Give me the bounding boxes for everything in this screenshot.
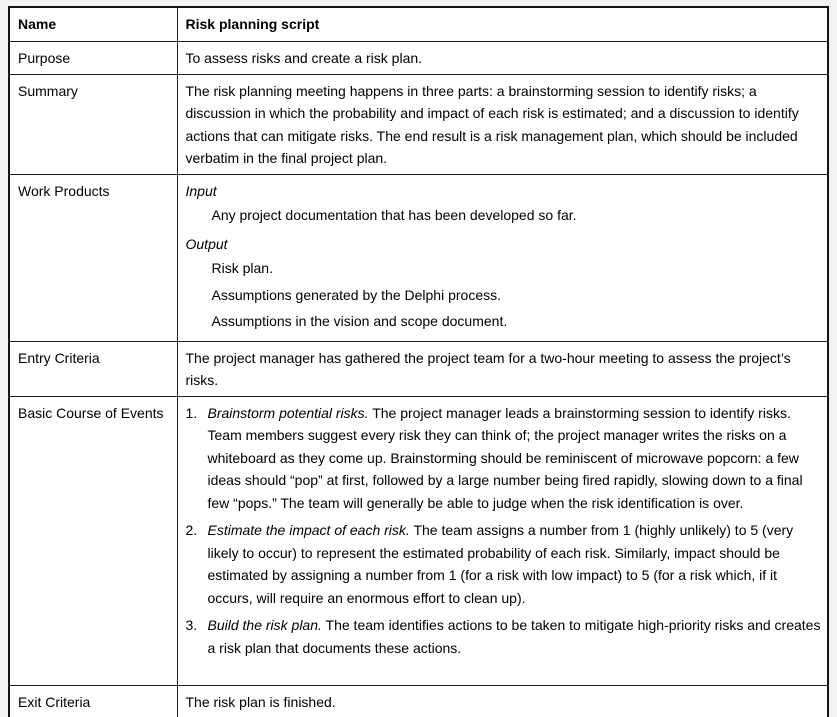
exit-criteria-label: Exit Criteria — [18, 693, 91, 710]
list-item-body — [208, 519, 824, 609]
row-label-exit-criteria — [9, 685, 177, 717]
list-item-text: The project manager leads a brainstorming session to identify risks. Team members suggest every risk they can think of; the project manager writes the risks on a whiteboard as they come up. Brainstorming should be reminiscent of microwave popcorn: a few ideas should “pop” at first, followed by a large number being fired rapidly, slowing down to a final few “pops.” The team will generally be able to judge when the risk identification is over. — [207, 404, 803, 511]
row-label-summary — [9, 74, 177, 174]
basic-course-label: Basic Course of Events — [18, 404, 164, 421]
list-item — [186, 614, 824, 659]
table-header-row — [9, 7, 828, 42]
table-row-basic-course — [9, 396, 828, 685]
list-item-text: The team identifies actions to be taken to mitigate high-priority risks and creates a risk plan that documents these actions. — [207, 617, 821, 656]
list-item-lead: Build the risk plan. — [207, 617, 322, 633]
entry-criteria-text: The project manager has gathered the project team for a two-hour meeting to assess the project’s risks. — [185, 349, 791, 388]
list-item-lead: Brainstorm potential risks. — [207, 404, 369, 421]
purpose-cell — [177, 42, 828, 75]
table-row-purpose — [9, 42, 828, 75]
header-script-title: Risk planning script — [177, 7, 828, 42]
purpose-label: Purpose — [18, 50, 71, 66]
list-item — [186, 519, 824, 609]
basic-course-cell — [177, 396, 828, 685]
output-item: Risk plan. — [211, 260, 273, 276]
table-row-entry-criteria — [9, 341, 828, 396]
output-item: Assumptions generated by the Delphi process. — [211, 286, 501, 303]
summary-text: The risk planning meeting happens in three parts: a brainstorming session to identify risks; a discussion in which the probability and impact of each risk is estimated; and a discussion to identify actions that can mitigate risks. The end result is a risk management plan, which should be included verbatim in the final project plan. — [185, 82, 799, 166]
exit-criteria-text: The risk plan is finished. — [185, 693, 336, 710]
table-row-summary — [9, 74, 828, 174]
input-heading: Input — [185, 182, 217, 199]
header-name-label: Name — [9, 7, 177, 42]
table-row-work-products — [9, 174, 828, 341]
input-item: Any project documentation that has been developed so far. — [211, 207, 577, 223]
work-products-cell — [177, 174, 828, 341]
list-item-text: The team assigns a number from 1 (highly unlikely) to 5 (very likely to occur) to represent the estimated probability of each risk. Similarly, impact should be estimated by assigning a number from 1 (for a risk with low impact) to 5 (for a risk which, if it occurs, will require an enormous effort to clean up). — [207, 522, 794, 606]
output-heading: Output — [185, 235, 228, 252]
list-item-number: 2. — [185, 522, 198, 538]
exit-criteria-cell — [177, 685, 828, 717]
list-item-body — [208, 614, 824, 659]
summary-label: Summary — [18, 82, 78, 99]
row-label-basic-course — [9, 396, 177, 685]
list-item-body — [208, 402, 824, 515]
summary-cell — [177, 74, 828, 174]
list-item-number: 3. — [185, 617, 198, 633]
output-item: Assumptions in the vision and scope document. — [211, 313, 508, 329]
row-label-entry-criteria — [9, 341, 177, 396]
work-products-label: Work Products — [18, 182, 110, 199]
list-item-lead: Estimate the impact of each risk. — [207, 522, 410, 538]
list-item — [186, 402, 824, 515]
row-label-purpose — [9, 42, 177, 75]
entry-criteria-label: Entry Criteria — [18, 349, 100, 366]
risk-planning-script-table — [8, 6, 829, 717]
list-item-number: 1. — [185, 404, 198, 421]
purpose-text: To assess risks and create a risk plan. — [185, 50, 423, 66]
entry-criteria-cell — [177, 341, 828, 396]
row-label-work-products — [9, 174, 177, 341]
table-row-exit-criteria — [9, 685, 828, 717]
